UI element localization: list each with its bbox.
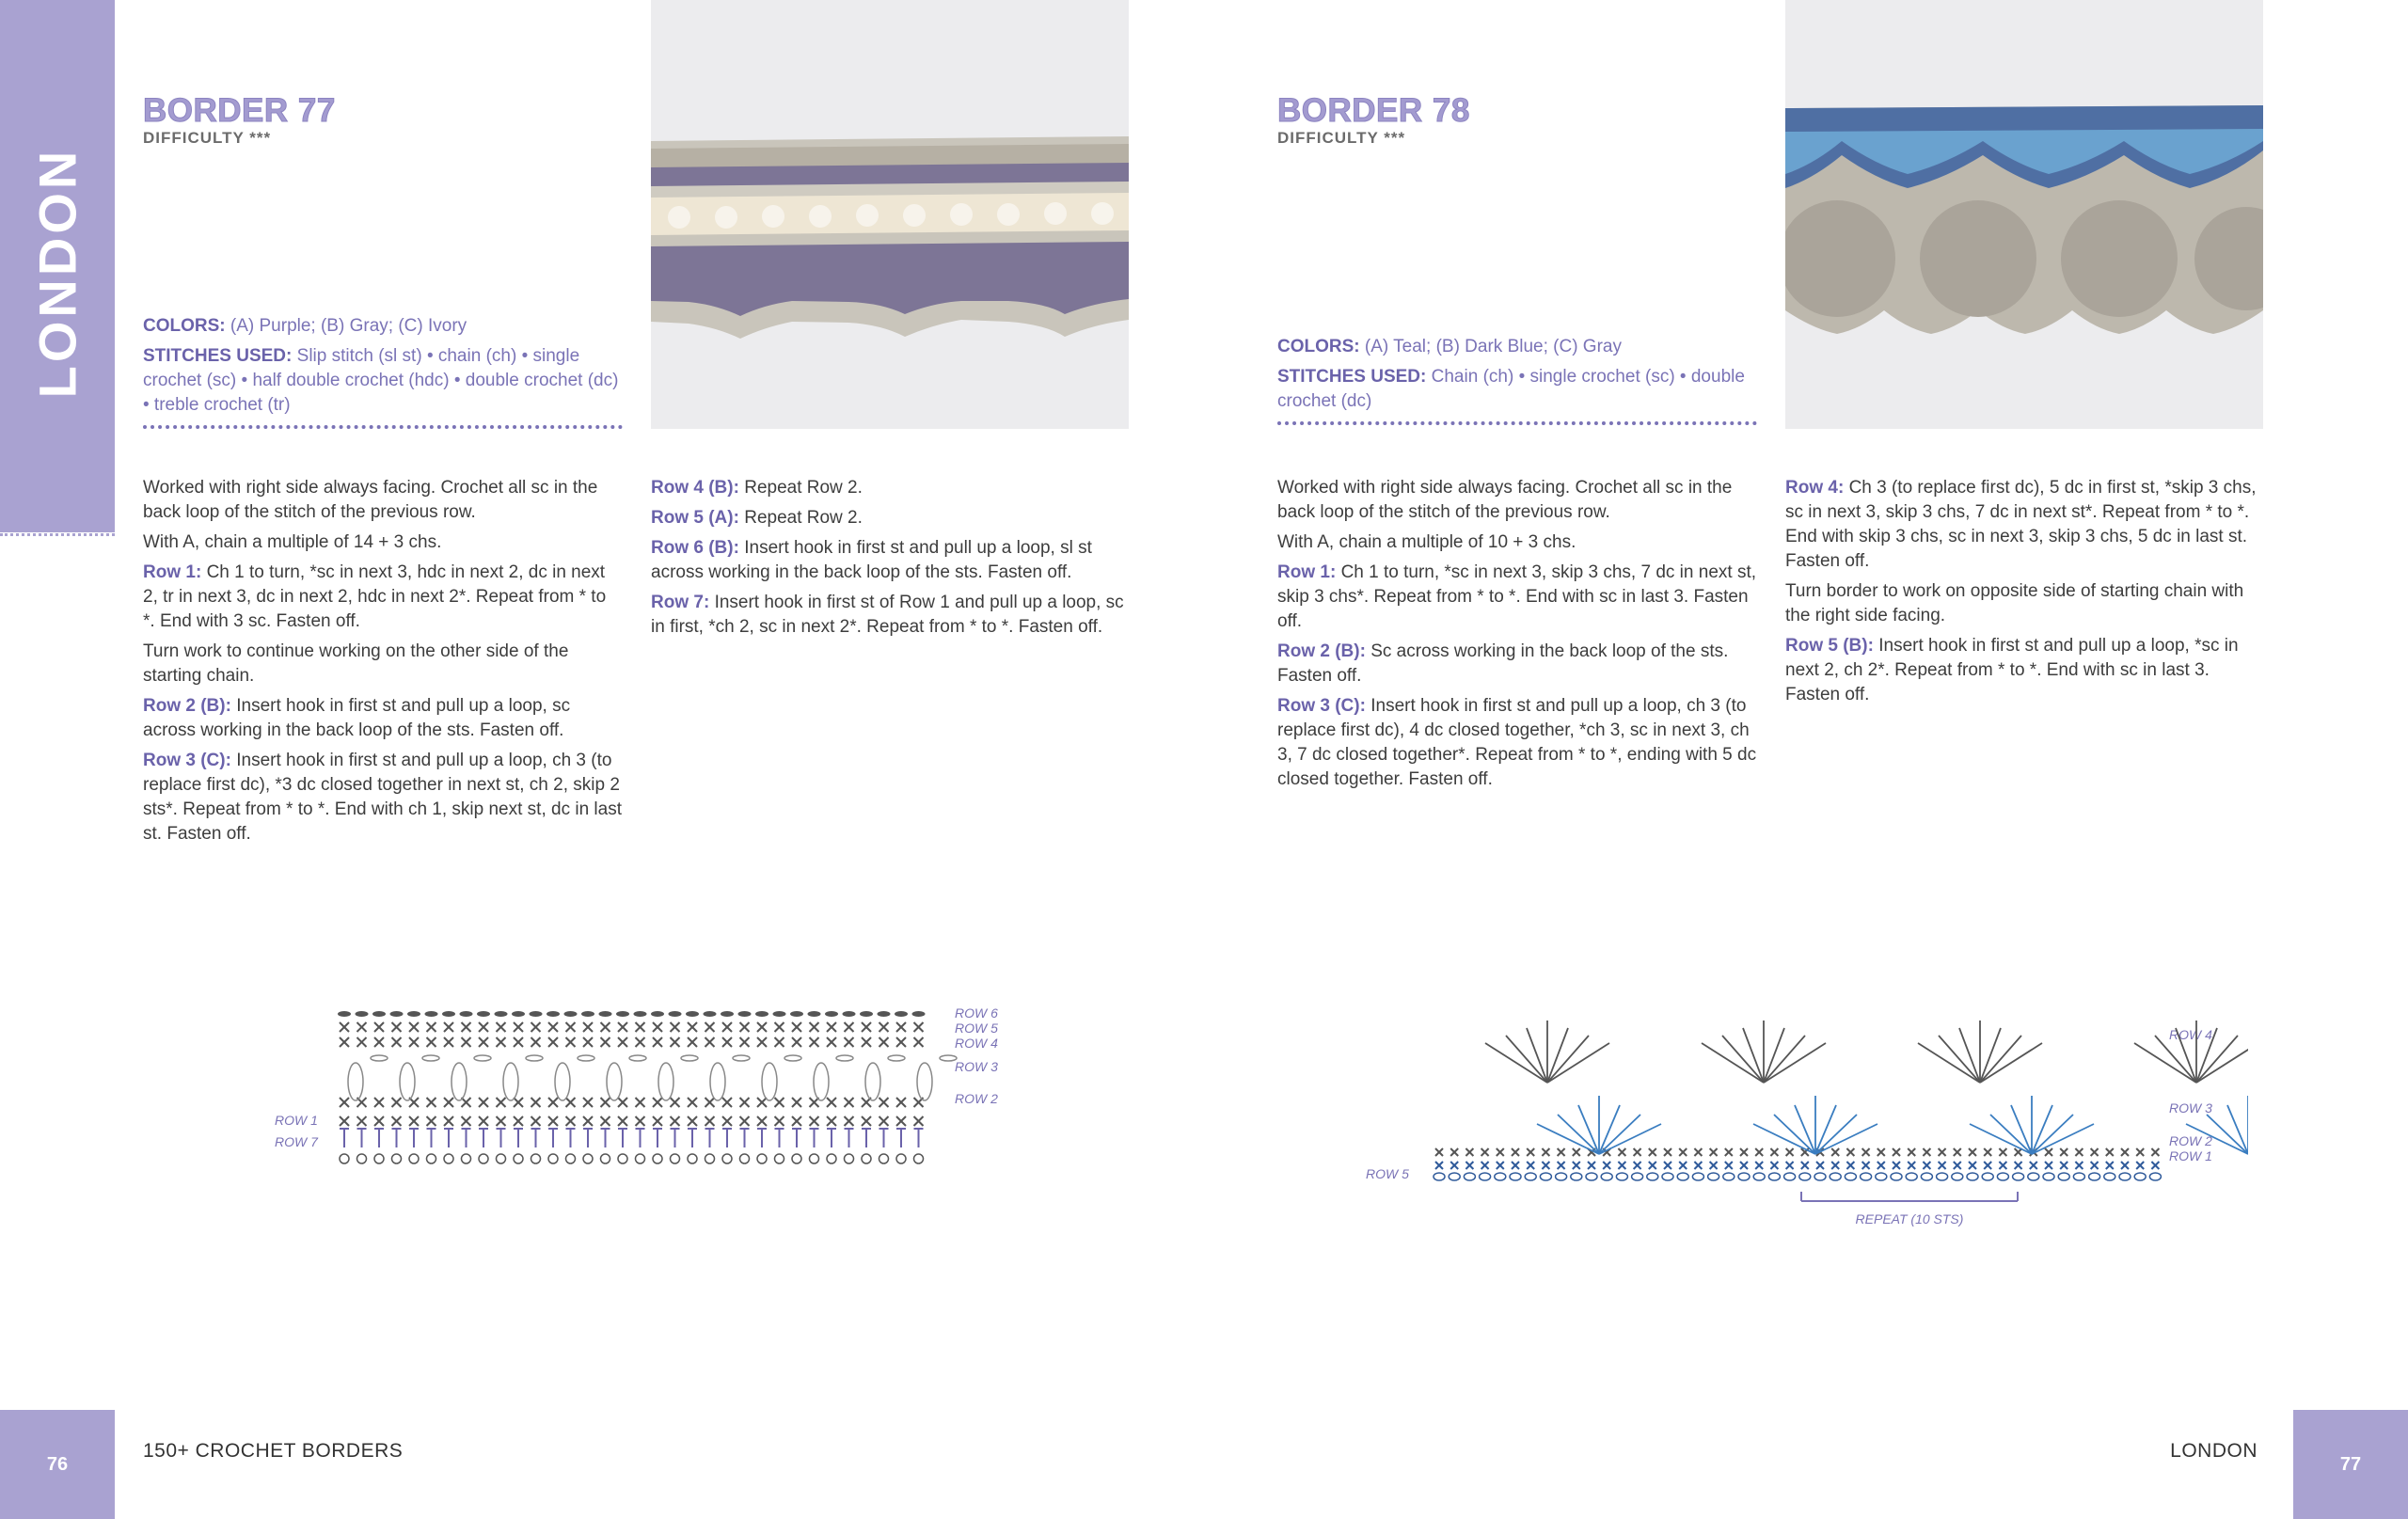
chain-symbol xyxy=(1692,1173,1703,1180)
chain-symbol xyxy=(1997,1173,2008,1180)
dc-fan-symbol xyxy=(1743,1028,1764,1083)
slip-stitch-symbol xyxy=(808,1011,821,1017)
chain-symbol xyxy=(2028,1173,2039,1180)
cluster-symbol xyxy=(452,1063,467,1100)
chain-symbol xyxy=(2149,1173,2161,1180)
dc-fan-symbol xyxy=(1980,1036,2021,1083)
chain-loop-symbol xyxy=(792,1154,801,1163)
row-text: Ch 1 to turn, *sc in next 3, skip 3 chs, 7 dc in next st, skip 3 chs*. Repeat from * to *. End with sc in last 3. Fasten off. xyxy=(1277,562,1756,631)
chain-symbol xyxy=(1982,1173,1993,1180)
chain-loop-symbol xyxy=(740,1154,750,1163)
row-label: Row 5 (A): xyxy=(651,508,739,528)
chain-symbol xyxy=(681,1055,698,1061)
cluster-symbol xyxy=(658,1063,673,1100)
dc-fan-symbol xyxy=(1795,1105,1815,1154)
chain-symbol xyxy=(1434,1173,1445,1180)
dc-fan-symbol xyxy=(1815,1115,1857,1154)
dc-fan-symbol xyxy=(1527,1028,1547,1083)
dc-fan-symbol xyxy=(1815,1105,1836,1154)
slip-stitch-symbol xyxy=(825,1011,838,1017)
slip-stitch-symbol xyxy=(773,1011,786,1017)
row-text: Repeat Row 2. xyxy=(744,508,863,528)
dc-fan-symbol xyxy=(2032,1124,2094,1154)
chain-symbol xyxy=(2119,1173,2131,1180)
slip-stitch-symbol xyxy=(634,1011,647,1017)
border-77-instructions-col2 xyxy=(651,476,1129,645)
row-text: Insert hook in first st and pull up a loop, *sc in next 2, ch 2*. Repeat from * to *. End with sc in last 3. Fasten off. xyxy=(1785,636,2239,704)
row-2-instruction xyxy=(143,694,623,743)
row-5-instruction xyxy=(651,506,1129,530)
dc-fan-symbol xyxy=(1918,1043,1980,1083)
row-1-instruction xyxy=(143,561,623,634)
chain-symbol xyxy=(888,1055,905,1061)
chain-symbol xyxy=(1921,1173,1932,1180)
chain-loop-symbol xyxy=(722,1154,732,1163)
slip-stitch-symbol xyxy=(442,1011,455,1017)
dc-fan-symbol xyxy=(2155,1036,2196,1083)
chain-symbol xyxy=(1906,1173,1917,1180)
dc-fan-symbol xyxy=(1959,1028,1980,1083)
dc-fan-symbol xyxy=(2032,1105,2052,1154)
row-5-instruction xyxy=(1785,634,2265,707)
chain-symbol xyxy=(2043,1173,2054,1180)
chain-symbol xyxy=(1510,1173,1521,1180)
border-78-difficulty: DIFFICULTY *** xyxy=(1277,129,1406,147)
chain-symbol xyxy=(1967,1173,1978,1180)
dc-fan-symbol xyxy=(1980,1043,2042,1083)
dc-fan-symbol xyxy=(1599,1105,1620,1154)
colors-label: COLORS: xyxy=(1277,337,1360,356)
page-number-right: 77 xyxy=(2293,1410,2408,1519)
slip-stitch-symbol xyxy=(495,1011,508,1017)
row-text: Insert hook in first st and pull up a loop, sc across working in the back loop of the sts. Fasten off. xyxy=(143,696,571,740)
row-text: Sc across working in the back loop of the sts. Fasten off. xyxy=(1277,641,1729,686)
slip-stitch-symbol xyxy=(530,1011,543,1017)
border-77-materials xyxy=(143,314,623,418)
cluster-symbol xyxy=(400,1063,415,1100)
chain-symbol xyxy=(1738,1173,1750,1180)
chain-symbol xyxy=(474,1055,491,1061)
border-78-stitch-diagram xyxy=(1354,992,2248,1237)
chain-symbol xyxy=(2073,1173,2084,1180)
border-78-photo xyxy=(1785,0,2263,429)
chain-symbol xyxy=(1861,1173,1872,1180)
chain-symbol xyxy=(2089,1173,2100,1180)
chain-symbol xyxy=(1662,1173,1673,1180)
chain-symbol xyxy=(371,1055,388,1061)
section-tab-label: LONDON xyxy=(27,147,87,399)
slip-stitch-symbol xyxy=(616,1011,629,1017)
label-row7: ROW 7 xyxy=(275,1134,318,1149)
dc-fan-symbol xyxy=(1599,1124,1661,1154)
row-4-instruction xyxy=(651,476,1129,500)
cluster-symbol xyxy=(762,1063,777,1100)
turn-instruction: Turn work to continue working on the other side of the starting chain. xyxy=(143,641,569,686)
slip-stitch-symbol xyxy=(651,1011,664,1017)
chain-symbol xyxy=(1876,1173,1887,1180)
label-row2: ROW 2 xyxy=(2169,1133,2212,1148)
chain-symbol xyxy=(784,1055,801,1061)
dc-fan-symbol xyxy=(1537,1124,1599,1154)
slip-stitch-symbol xyxy=(721,1011,734,1017)
chain-symbol xyxy=(578,1055,594,1061)
chain-loop-symbol xyxy=(705,1154,715,1163)
chain-symbol xyxy=(1799,1173,1811,1180)
dc-fan-symbol xyxy=(1722,1036,1764,1083)
dc-fan-symbol xyxy=(2207,1115,2248,1154)
slip-stitch-symbol xyxy=(686,1011,699,1017)
slip-stitch-symbol xyxy=(843,1011,856,1017)
label-row3: ROW 3 xyxy=(2169,1100,2212,1116)
chain-symbol xyxy=(1768,1173,1780,1180)
chain-symbol xyxy=(1449,1173,1460,1180)
cluster-symbol xyxy=(607,1063,622,1100)
slip-stitch-symbol xyxy=(878,1011,891,1017)
slip-stitch-symbol xyxy=(755,1011,768,1017)
border-78-instructions-col1 xyxy=(1277,476,1757,798)
chain-symbol xyxy=(1830,1173,1841,1180)
cluster-symbol xyxy=(503,1063,518,1100)
chain-symbol xyxy=(1464,1173,1475,1180)
row-text: Repeat Row 2. xyxy=(744,478,863,498)
row-label: Row 7: xyxy=(651,593,710,612)
stitches-label: STITCHES USED: xyxy=(1277,367,1427,387)
slip-stitch-symbol xyxy=(407,1011,420,1017)
row-label: Row 3 (C): xyxy=(1277,696,1366,716)
row-1-instruction xyxy=(1277,561,1757,634)
slip-stitch-symbol xyxy=(738,1011,752,1017)
dc-fan-symbol xyxy=(1485,1043,1547,1083)
chain-symbol xyxy=(2134,1173,2146,1180)
intro-chain: With A, chain a multiple of 14 + 3 chs. xyxy=(143,532,442,552)
border-78-instructions-col2 xyxy=(1785,476,2265,713)
intro-paragraph: Worked with right side always facing. Crochet all sc in the back loop of the stitch of the previous row. xyxy=(1277,478,1733,522)
chain-loop-symbol xyxy=(340,1154,349,1163)
row-2-instruction xyxy=(1277,640,1757,688)
chain-loop-symbol xyxy=(775,1154,784,1163)
slip-stitch-symbol xyxy=(704,1011,717,1017)
chain-loop-symbol xyxy=(618,1154,627,1163)
chain-loop-symbol xyxy=(827,1154,836,1163)
slip-stitch-symbol xyxy=(372,1011,386,1017)
dc-fan-symbol xyxy=(1547,1043,1609,1083)
label-row2: ROW 2 xyxy=(955,1091,998,1106)
chain-symbol xyxy=(1784,1173,1796,1180)
chain-symbol xyxy=(1937,1173,1948,1180)
row-4-instruction xyxy=(1785,476,2265,574)
chain-symbol xyxy=(1723,1173,1735,1180)
dc-fan-symbol xyxy=(1702,1043,1764,1083)
label-row5: ROW 5 xyxy=(955,1021,998,1036)
chain-loop-symbol xyxy=(688,1154,697,1163)
slip-stitch-symbol xyxy=(895,1011,908,1017)
chain-symbol xyxy=(1495,1173,1506,1180)
intro-paragraph: Worked with right side always facing. Crochet all sc in the back loop of the stitch of the previous row. xyxy=(143,478,598,522)
slip-stitch-symbol xyxy=(581,1011,594,1017)
chain-loop-symbol xyxy=(757,1154,767,1163)
chain-symbol xyxy=(2104,1173,2115,1180)
border-77-difficulty: DIFFICULTY *** xyxy=(143,129,272,147)
dc-fan-symbol xyxy=(1990,1115,2032,1154)
label-repeat: REPEAT (10 STS) xyxy=(1855,1211,1964,1226)
slip-stitch-symbol xyxy=(599,1011,612,1017)
chain-symbol xyxy=(940,1055,957,1061)
intro-chain: With A, chain a multiple of 10 + 3 chs. xyxy=(1277,532,1576,552)
label-row1: ROW 1 xyxy=(275,1113,318,1128)
dc-fan-symbol xyxy=(2196,1036,2238,1083)
chain-symbol xyxy=(1753,1173,1765,1180)
chain-loop-symbol xyxy=(497,1154,506,1163)
slip-stitch-symbol xyxy=(477,1011,490,1017)
row-text: Insert hook in first st and pull up a loop, ch 3 (to replace first dc), *3 dc closed together in next st, ch 2, skip 2 sts*. Repeat from * to *. End with ch 1, skip next st, dc in last st. Fasten off. xyxy=(143,751,623,844)
colors-label: COLORS: xyxy=(143,316,226,336)
chain-loop-symbol xyxy=(392,1154,402,1163)
row-text: Insert hook in first st and pull up a loop, sl st across working in the back loop of the sts. Fasten off. xyxy=(651,538,1092,582)
footer-book-title: 150+ CROCHET BORDERS xyxy=(143,1440,404,1462)
stitches-line xyxy=(143,344,623,418)
chain-symbol xyxy=(1540,1173,1551,1180)
page-number-left: 76 xyxy=(0,1410,115,1519)
dc-fan-symbol xyxy=(1506,1036,1547,1083)
slip-stitch-symbol xyxy=(356,1011,369,1017)
row-3-instruction xyxy=(143,749,623,847)
chain-loop-symbol xyxy=(531,1154,541,1163)
label-row6: ROW 6 xyxy=(955,1005,998,1021)
row-text: Ch 1 to turn, *sc in next 3, hdc in next 2, dc in next 2, tr in next 3, dc in next 2, hdc in next 2*. Repeat from * to *. End with 3 sc. Fasten off. xyxy=(143,562,607,631)
chain-symbol xyxy=(1480,1173,1491,1180)
row-label: Row 1: xyxy=(1277,562,1337,582)
stitches-line xyxy=(1277,365,1757,414)
chain-symbol xyxy=(1814,1173,1826,1180)
slip-stitch-symbol xyxy=(669,1011,682,1017)
cluster-symbol xyxy=(917,1063,932,1100)
dc-fan-symbol xyxy=(2227,1105,2248,1154)
chain-symbol xyxy=(1586,1173,1597,1180)
row-6-instruction xyxy=(651,536,1129,585)
footer-section-title: LONDON xyxy=(2170,1440,2258,1462)
chain-symbol xyxy=(1647,1173,1658,1180)
row-label: Row 4: xyxy=(1785,478,1845,498)
slip-stitch-symbol xyxy=(338,1011,351,1017)
row-text: Insert hook in first st and pull up a loop, ch 3 (to replace first dc), 4 dc closed together, *ch 3, sc in next 3, ch 3, 7 dc closed together*. Repeat from * to *, ending with 5 dc closed together. Fasten off. xyxy=(1277,696,1757,789)
dc-fan-symbol xyxy=(1547,1028,1568,1083)
chain-loop-symbol xyxy=(566,1154,576,1163)
slip-stitch-symbol xyxy=(790,1011,803,1017)
row-text: Ch 3 (to replace first dc), 5 dc in first st, *skip 3 chs, sc in next 3, skip 3 chs, 7 dc in next st*. Repeat from * to *. End with skip 3 chs, sc in next 3, skip 3 chs, 5 dc in last st. Fasten off. xyxy=(1785,478,2257,571)
dotted-divider xyxy=(143,425,623,429)
slip-stitch-symbol xyxy=(564,1011,578,1017)
chain-symbol xyxy=(1571,1173,1582,1180)
slip-stitch-symbol xyxy=(512,1011,525,1017)
chain-loop-symbol xyxy=(636,1154,645,1163)
chain-loop-symbol xyxy=(583,1154,593,1163)
row-label: Row 2 (B): xyxy=(143,696,231,716)
chain-loop-symbol xyxy=(671,1154,680,1163)
row-label: Row 3 (C): xyxy=(143,751,231,770)
chain-loop-symbol xyxy=(462,1154,471,1163)
chain-loop-symbol xyxy=(810,1154,819,1163)
dc-fan-symbol xyxy=(1764,1028,1784,1083)
slip-stitch-symbol xyxy=(547,1011,560,1017)
row-text: Insert hook in first st of Row 1 and pull up a loop, sc in first, *ch 2, sc in next 2*. Repeat from * to *. Fasten off. xyxy=(651,593,1124,637)
dc-fan-symbol xyxy=(1578,1105,1599,1154)
row-label: Row 1: xyxy=(143,562,202,582)
turn-instruction: Turn border to work on opposite side of starting chain with the right side facing. xyxy=(1785,581,2244,625)
border-77-instructions-col1 xyxy=(143,476,623,852)
slip-stitch-symbol xyxy=(390,1011,404,1017)
chain-symbol xyxy=(836,1055,853,1061)
chain-loop-symbol xyxy=(862,1154,871,1163)
slip-stitch-symbol xyxy=(425,1011,438,1017)
dc-fan-symbol xyxy=(1764,1043,1826,1083)
chain-symbol xyxy=(1601,1173,1612,1180)
chain-loop-symbol xyxy=(444,1154,453,1163)
chain-symbol xyxy=(733,1055,750,1061)
chain-symbol xyxy=(422,1055,439,1061)
chain-loop-symbol xyxy=(879,1154,889,1163)
cluster-symbol xyxy=(555,1063,570,1100)
dc-fan-symbol xyxy=(1764,1036,1805,1083)
label-row1: ROW 1 xyxy=(2169,1148,2212,1163)
chain-loop-symbol xyxy=(548,1154,558,1163)
label-row3: ROW 3 xyxy=(955,1059,998,1074)
chain-loop-symbol xyxy=(357,1154,367,1163)
chain-symbol xyxy=(1556,1173,1567,1180)
chain-symbol xyxy=(629,1055,646,1061)
dc-fan-symbol xyxy=(2134,1043,2196,1083)
chain-loop-symbol xyxy=(601,1154,610,1163)
stitches-value: Slip stitch (sl st) • chain (ch) • single crochet (sc) • half double crochet (hdc) • double crochet (dc) • treble crochet (tr) xyxy=(143,346,619,415)
tab-edge-divider xyxy=(0,533,115,536)
chain-symbol xyxy=(526,1055,543,1061)
chain-symbol xyxy=(1677,1173,1688,1180)
chain-symbol xyxy=(2013,1173,2024,1180)
dc-fan-symbol xyxy=(2011,1105,2032,1154)
colors-line xyxy=(1277,335,1757,359)
row-label: Row 6 (B): xyxy=(651,538,739,558)
chain-symbol xyxy=(1845,1173,1856,1180)
cluster-symbol xyxy=(348,1063,363,1100)
chain-loop-symbol xyxy=(409,1154,419,1163)
chain-loop-symbol xyxy=(374,1154,384,1163)
chain-loop-symbol xyxy=(914,1154,924,1163)
colors-value: (A) Teal; (B) Dark Blue; (C) Gray xyxy=(1364,337,1622,356)
chain-symbol xyxy=(1952,1173,1963,1180)
slip-stitch-symbol xyxy=(912,1011,926,1017)
dotted-divider xyxy=(1277,421,1757,425)
row-7-instruction xyxy=(651,591,1129,640)
border-78-title: BORDER 78 xyxy=(1277,92,1470,129)
chain-symbol xyxy=(1632,1173,1643,1180)
label-row5: ROW 5 xyxy=(1366,1166,1409,1181)
chain-symbol xyxy=(2058,1173,2069,1180)
label-row4: ROW 4 xyxy=(2169,1027,2212,1042)
row-3-instruction xyxy=(1277,694,1757,792)
border-77-stitch-diagram xyxy=(263,997,1016,1185)
dc-fan-symbol xyxy=(1774,1115,1815,1154)
border-77-title: BORDER 77 xyxy=(143,92,336,129)
chain-symbol xyxy=(1616,1173,1627,1180)
chain-loop-symbol xyxy=(514,1154,523,1163)
cluster-symbol xyxy=(814,1063,829,1100)
dc-fan-symbol xyxy=(1980,1028,2001,1083)
border-77-photo xyxy=(651,0,1129,429)
border-78-materials xyxy=(1277,335,1757,414)
chain-loop-symbol xyxy=(653,1154,662,1163)
chain-loop-symbol xyxy=(427,1154,436,1163)
dc-fan-symbol xyxy=(1547,1036,1589,1083)
dc-fan-symbol xyxy=(1939,1036,1980,1083)
chain-symbol xyxy=(1525,1173,1536,1180)
slip-stitch-symbol xyxy=(860,1011,873,1017)
stitches-value: Chain (ch) • single crochet (sc) • double crochet (dc) xyxy=(1277,367,1745,411)
chain-symbol xyxy=(1891,1173,1902,1180)
row-label: Row 4 (B): xyxy=(651,478,739,498)
label-row4: ROW 4 xyxy=(955,1036,998,1051)
chain-loop-symbol xyxy=(896,1154,906,1163)
cluster-symbol xyxy=(865,1063,880,1100)
row-label: Row 5 (B): xyxy=(1785,636,1874,656)
chain-symbol xyxy=(1708,1173,1719,1180)
section-tab xyxy=(0,0,115,532)
colors-line xyxy=(143,314,623,339)
stitches-label: STITCHES USED: xyxy=(143,346,293,366)
colors-value: (A) Purple; (B) Gray; (C) Ivory xyxy=(230,316,467,336)
chain-loop-symbol xyxy=(845,1154,854,1163)
cluster-symbol xyxy=(710,1063,725,1100)
chain-loop-symbol xyxy=(479,1154,488,1163)
slip-stitch-symbol xyxy=(460,1011,473,1017)
row-label: Row 2 (B): xyxy=(1277,641,1366,661)
